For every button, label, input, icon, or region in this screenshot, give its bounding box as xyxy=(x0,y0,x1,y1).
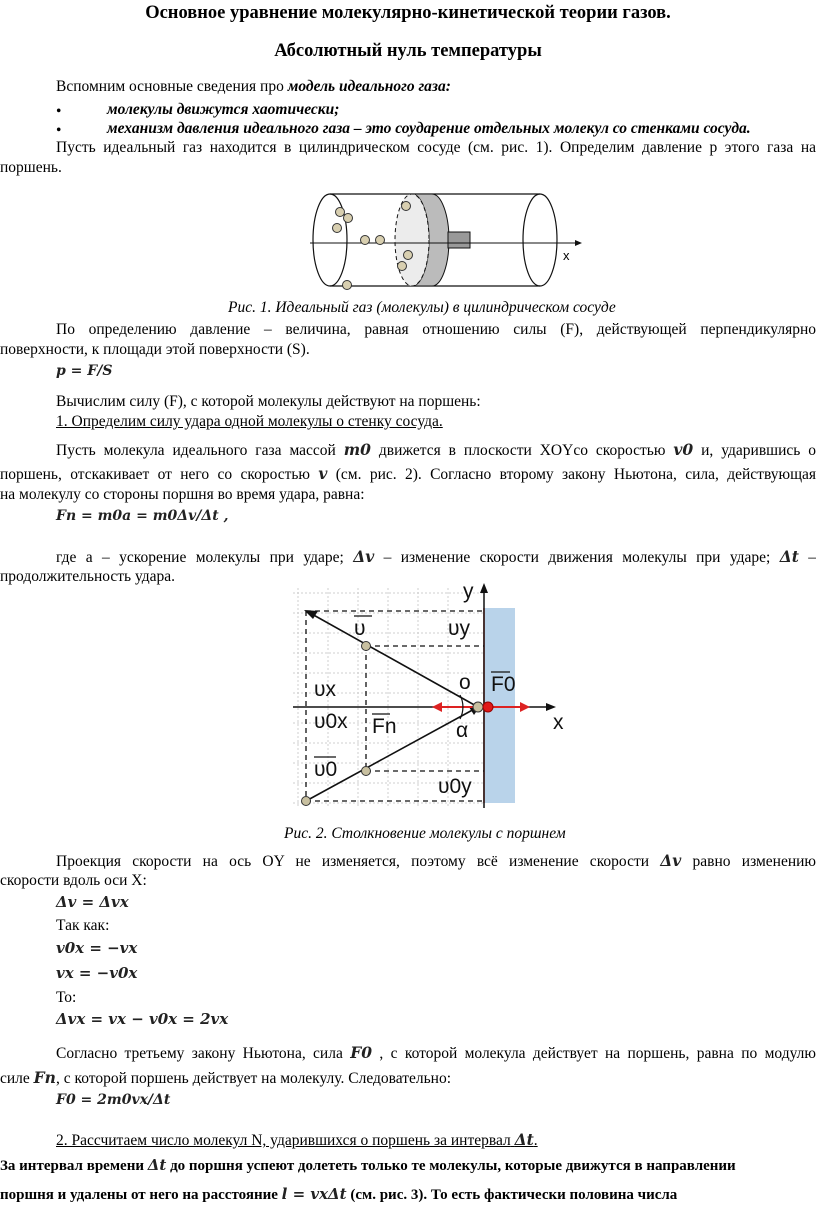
paragraph-1-line-1: Пусть идеальный газ находится в цилиндрическом сосуде (см. рис. 1). Определим давление p этого газа на xyxy=(56,139,816,156)
p5-dv: Δv xyxy=(353,547,375,566)
figure-2-collision xyxy=(288,583,588,823)
p7-text-a: Согласно третьему закону Ньютона, сила xyxy=(56,1045,343,1062)
formula-dv: Δv = Δvx xyxy=(56,893,129,911)
intro-bold: модель идеального газа: xyxy=(287,78,451,95)
to-label: То: xyxy=(56,989,77,1006)
formula-Fn: Fn = m0a = m0Δv/Δt , xyxy=(56,508,229,524)
p7-text-b: , с которой молекула действует на поршень, равна по модулю xyxy=(379,1045,816,1062)
bullet-dot-1: • xyxy=(56,103,62,120)
p7-Fn: Fn xyxy=(33,1068,56,1087)
figure-2-caption: Рис. 2. Столкновение молекулы с поршнем xyxy=(284,825,566,842)
fig2-label-v0x: υ0x xyxy=(314,710,348,733)
fig2-label-v0y: υ0y xyxy=(438,775,472,798)
p8-dt: Δt xyxy=(147,1156,167,1174)
fig2-label-vy: υy xyxy=(448,617,470,640)
p4-text-b: движется в плоскости XOYсо скоростью xyxy=(378,442,666,459)
piston-rod xyxy=(448,232,470,248)
p6-text-b: равно изменению xyxy=(692,853,816,870)
fig2-label-v: υ xyxy=(354,617,366,640)
figure-1-caption: Рис. 1. Идеальный газ (молекулы) в цилиндрическом сосуде xyxy=(228,299,616,316)
p5-text-b: – изменение скорости движения молекулы при ударе; xyxy=(383,549,771,566)
p5-text-c: – xyxy=(808,549,816,566)
paragraph-6-line-1 xyxy=(56,851,816,871)
step-2-heading xyxy=(56,1130,538,1150)
tak-kak-label: Так как: xyxy=(56,917,110,934)
p4-text-a: Пусть молекула идеального газа массой xyxy=(56,442,336,459)
paragraph-6-line-2: скорости вдоль оси X: xyxy=(0,872,147,889)
document-subtitle: Абсолютный нуль температуры xyxy=(274,41,542,61)
document-title: Основное уравнение молекулярно-кинетической теории газов. xyxy=(145,3,671,23)
p7-line2-a: силе xyxy=(0,1070,30,1087)
p7-F0: F0 xyxy=(350,1043,372,1062)
step2-dt: Δt xyxy=(514,1130,534,1149)
paragraph-3: Вычислим силу (F), с которой молекулы действуют на поршень: xyxy=(56,393,481,410)
p4-line2-b: (см. рис. 2). Согласно второму закону Ньютона, сила, действующая xyxy=(335,466,816,483)
fig2-label-v0: υ0 xyxy=(314,758,338,781)
paragraph-5-line-1 xyxy=(56,547,816,567)
fig2-label-alpha: α xyxy=(456,719,469,742)
p5-dt: Δt xyxy=(779,547,799,566)
intro-line xyxy=(56,78,451,96)
fig2-label-y: y xyxy=(463,583,474,603)
formula-vx: vx = −v0x xyxy=(56,964,138,982)
fig2-label-F0: F0 xyxy=(491,673,516,696)
bullet-item-2: механизм давления идеального газа – это соударение отдельных молекул со стенками сосуда. xyxy=(107,120,751,137)
fig2-label-o: o xyxy=(459,671,471,694)
step2-text: 2. Рассчитаем число молекул N, ударившихся о поршень за интервал xyxy=(56,1132,511,1149)
paragraph-5-line-2: продолжительность удара. xyxy=(0,568,176,585)
fig2-label-x: x xyxy=(553,711,564,734)
paragraph-7-line-2 xyxy=(0,1068,451,1088)
paragraph-8-line-2 xyxy=(0,1185,677,1204)
p4-m0: m0 xyxy=(343,440,371,459)
paragraph-1-line-2: поршень. xyxy=(0,159,62,176)
p5-text-a: где a – ускорение молекулы при ударе; xyxy=(56,549,344,566)
paragraph-4-line-2 xyxy=(0,464,816,484)
fig2-label-vx: υx xyxy=(314,678,336,701)
fig2-label-Fn: Fn xyxy=(372,715,397,738)
p4-text-c: и, ударившись о xyxy=(701,442,816,459)
p8-l: l = vxΔt xyxy=(281,1185,347,1203)
step2-end: . xyxy=(533,1132,538,1149)
paragraph-4-line-1 xyxy=(56,440,816,460)
formula-F0: F0 = 2m0vx/Δt xyxy=(56,1092,171,1108)
p8-line1-b: до поршня успеют долететь только те молекулы, которые движутся в направлении xyxy=(170,1158,736,1174)
p8-line1-a: За интервал времени xyxy=(0,1158,144,1174)
fig1-axis-label: x xyxy=(563,248,570,263)
formula-pressure: p = F/S xyxy=(56,363,113,379)
p6-text-a: Проекция скорости на ось OY не изменяется, поэтому всё изменение скорости xyxy=(56,853,650,870)
paragraph-2-line-1: По определению давление – величина, равная отношению силы (F), действующей перпендикулярно xyxy=(56,321,816,338)
figure-1-cylinder xyxy=(300,188,590,298)
paragraph-2-line-2: поверхности, к площади этой поверхности (S). xyxy=(0,341,310,358)
p8-line2-b: (см. рис. 3). То есть фактически половина числа xyxy=(350,1187,678,1203)
formula-v0x: v0x = −vx xyxy=(56,939,138,957)
paragraph-4-line-3: на молекулу со стороны поршня во время удара, равна: xyxy=(0,486,365,503)
p4-v0: v0 xyxy=(673,440,694,459)
step-1-heading: 1. Определим силу удара одной молекулы о стенку сосуда. xyxy=(56,413,443,430)
p4-v: v xyxy=(318,464,328,483)
p8-line2-a: поршня и удалены от него на расстояние xyxy=(0,1187,278,1203)
intro-prefix: Вспомним основные сведения про xyxy=(56,78,288,95)
bullet-dot-2: • xyxy=(56,122,62,139)
p7-line2-b: , с которой поршень действует на молекулу. Следовательно: xyxy=(55,1070,452,1087)
bullet-item-1: молекулы движутся хаотически; xyxy=(107,101,340,118)
paragraph-8-line-1 xyxy=(0,1156,736,1175)
paragraph-7-line-1 xyxy=(56,1043,816,1063)
p4-line2-a: поршень, отскакивает от него со скоростью xyxy=(0,466,311,483)
p6-dv: Δv xyxy=(660,851,682,870)
formula-dvx: Δvx = vx − v0x = 2vx xyxy=(56,1010,229,1028)
